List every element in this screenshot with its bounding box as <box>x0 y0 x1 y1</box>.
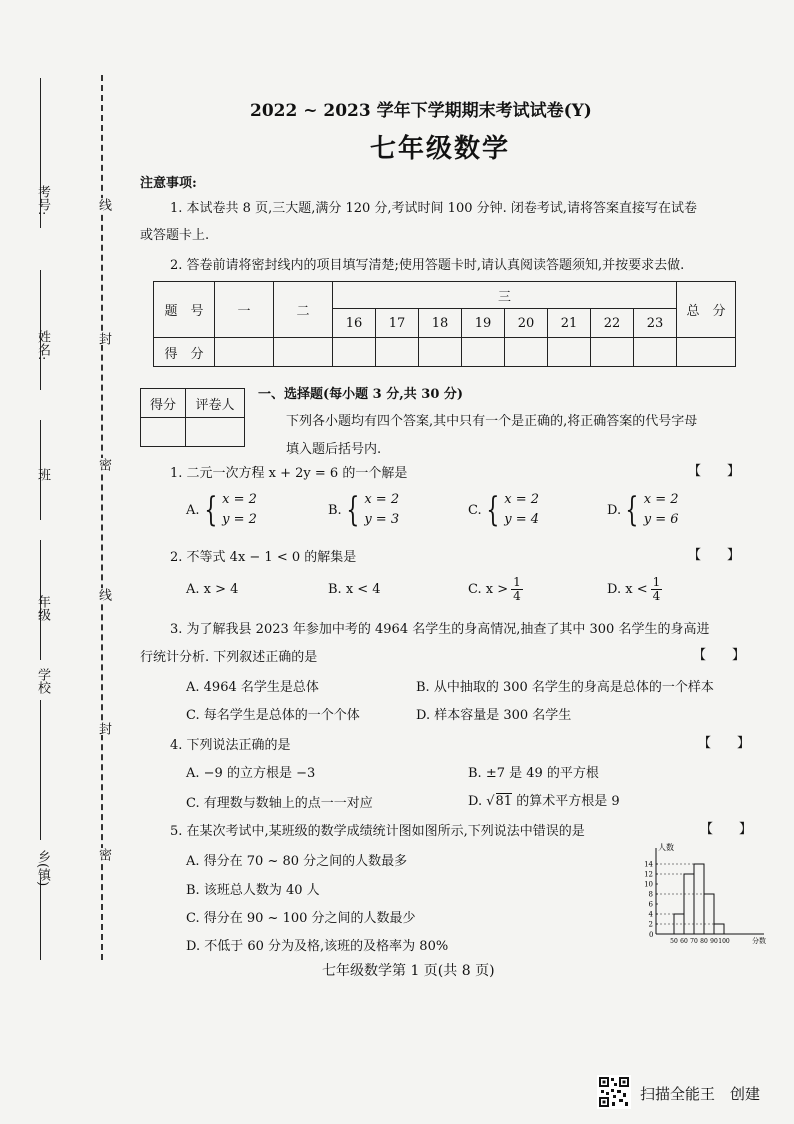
subject-title: 七年级数学 <box>370 134 511 164</box>
score-table-header: 一 <box>215 282 274 338</box>
y-tick-label: 4 <box>648 910 653 919</box>
score-cell[interactable] <box>215 338 274 367</box>
q5-option-c[interactable]: C. 得分在 90 ~ 100 分之间的人数最少 <box>186 911 416 926</box>
score-table-header: 题 号 <box>154 282 215 338</box>
score-cell[interactable] <box>634 338 677 367</box>
x-tick-label: 80 <box>700 938 708 945</box>
histogram-bar <box>674 914 684 934</box>
answer-bracket[interactable]: 【 】 <box>698 736 751 751</box>
q1-option-a[interactable] <box>186 490 257 530</box>
sub-question-number: 23 <box>634 309 677 338</box>
sub-question-number: 18 <box>419 309 462 338</box>
q2-option-c[interactable] <box>468 576 523 603</box>
scanner-label: 扫描全能王 创建 <box>640 1085 761 1103</box>
score-table-header: 三 <box>333 282 677 309</box>
equation: x = 2 <box>504 492 540 507</box>
score-table-header: 二 <box>274 282 333 338</box>
question-3-stem: 3. 为了解我县 2023 年参加中考的 4964 名学生的身高情况,抽查了其中 300 名学生的身高进 <box>170 622 710 637</box>
denominator: 4 <box>513 589 521 603</box>
score-cell[interactable] <box>419 338 462 367</box>
note-line: 1. 本试卷共 8 页,三大题,满分 120 分,考试时间 100 分钟. 闭卷考试,请将答案直接写在试卷 <box>170 201 698 216</box>
q2-option-d[interactable] <box>607 576 662 603</box>
sub-question-number: 20 <box>505 309 548 338</box>
y-tick-label: 2 <box>648 920 653 929</box>
grader-score-label: 得分 <box>141 389 186 418</box>
seal-mark: 密 <box>96 848 111 861</box>
score-table <box>153 281 736 367</box>
page-footer: 七年级数学第 1 页(共 8 页) <box>322 963 495 979</box>
score-row-label: 得 分 <box>154 338 215 367</box>
school-label: 学校 <box>35 668 50 694</box>
brace-glyph: { <box>625 490 639 530</box>
histogram-bar <box>704 894 714 934</box>
question-2-stem: 2. 不等式 4x − 1 < 0 的解集是 <box>170 550 357 565</box>
q1-option-d[interactable] <box>607 490 679 530</box>
q4-option-a[interactable]: A. −9 的立方根是 −3 <box>186 766 316 781</box>
note-line: 或答题卡上. <box>140 228 210 243</box>
q3-option-b[interactable]: B. 从中抽取的 300 名学生的身高是总体的一个样本 <box>416 680 714 695</box>
sub-question-number: 21 <box>548 309 591 338</box>
score-cell[interactable] <box>462 338 505 367</box>
answer-bracket[interactable]: 【 】 <box>700 822 753 837</box>
grade-label: 年级 <box>35 595 50 621</box>
x-tick-label: 70 <box>690 938 698 945</box>
section-title: 一、选择题(每小题 3 分,共 30 分) <box>258 387 464 402</box>
brace-glyph: { <box>346 490 359 530</box>
y-tick-label: 8 <box>648 890 653 899</box>
grader-table <box>140 388 245 447</box>
x-tick-label: 100 <box>718 938 730 945</box>
y-tick-label: 10 <box>644 880 653 889</box>
radicand: 81 <box>495 794 513 809</box>
q2-option-b[interactable]: B. x < 4 <box>328 582 381 597</box>
section-intro: 下列各小题均有四个答案,其中只有一个是正确的,将正确答案的代号字母 <box>286 414 698 429</box>
sub-question-number: 22 <box>591 309 634 338</box>
brace-glyph: { <box>485 490 499 530</box>
score-cell[interactable] <box>548 338 591 367</box>
option-letter: D. <box>607 502 622 518</box>
score-cell[interactable] <box>677 338 736 367</box>
question-4-stem: 4. 下列说法正确的是 <box>170 738 291 753</box>
numerator: 1 <box>652 575 661 589</box>
q4-option-d[interactable] <box>468 790 620 809</box>
answer-bracket[interactable]: 【 】 <box>693 648 746 663</box>
seal-mark: 线 <box>96 588 111 601</box>
school-rule <box>40 700 41 840</box>
x-tick-label: 90 <box>710 938 718 945</box>
town-rule <box>40 880 41 960</box>
equation: y = 6 <box>643 512 679 527</box>
x-tick-label: 50 <box>670 938 678 945</box>
brace-glyph: { <box>203 490 217 530</box>
option-text: 的算术平方根是 9 <box>516 794 620 809</box>
score-histogram <box>640 842 770 946</box>
q5-option-b[interactable]: B. 该班总人数为 40 人 <box>186 883 320 898</box>
qr-code-icon <box>597 1075 631 1109</box>
q4-option-b[interactable]: B. ±7 是 49 的平方根 <box>468 766 599 781</box>
option-text: C. x > <box>468 582 509 597</box>
score-cell[interactable] <box>333 338 376 367</box>
section-intro: 填入题后括号内. <box>286 442 382 457</box>
option-letter: A. <box>186 502 200 518</box>
grader-name-cell[interactable] <box>186 418 245 447</box>
seal-mark: 密 <box>96 458 111 471</box>
option-text: D. x < <box>607 582 648 597</box>
q3-option-d[interactable]: D. 样本容量是 300 名学生 <box>416 708 572 723</box>
y-tick-label: 6 <box>648 900 653 909</box>
equation: x = 2 <box>364 492 400 507</box>
q1-option-c[interactable] <box>468 490 539 530</box>
answer-bracket[interactable]: 【 】 <box>688 464 741 479</box>
option-letter: B. <box>328 502 342 518</box>
fraction <box>511 576 523 603</box>
option-letter: C. <box>468 502 482 518</box>
option-letter: D. <box>468 794 483 809</box>
denominator: 4 <box>652 589 661 603</box>
score-cell[interactable] <box>505 338 548 367</box>
equation: y = 4 <box>504 512 540 527</box>
sqrt-sign: √ <box>486 794 495 809</box>
score-cell[interactable] <box>591 338 634 367</box>
y-tick-label: 14 <box>644 860 653 869</box>
equation: y = 3 <box>364 512 400 527</box>
answer-bracket[interactable]: 【 】 <box>688 548 741 563</box>
grader-name-label: 评卷人 <box>186 389 245 418</box>
seal-mark: 线 <box>96 198 111 211</box>
sub-question-number: 17 <box>376 309 419 338</box>
numerator: 1 <box>513 575 521 589</box>
grader-score-cell[interactable] <box>141 418 186 447</box>
note-line: 2. 答卷前请将密封线内的项目填写清楚;使用答题卡时,请认真阅读答题须知,并按要求去做. <box>170 258 685 273</box>
equation: y = 2 <box>222 512 257 527</box>
equation: x = 2 <box>222 492 257 507</box>
q4-option-c[interactable]: C. 有理数与数轴上的点一一对应 <box>186 796 373 811</box>
x-tick-label: 60 <box>680 938 688 945</box>
origin-label: 0 <box>649 931 654 939</box>
sub-question-number: 19 <box>462 309 505 338</box>
equation: x = 2 <box>643 492 679 507</box>
seal-mark: 封 <box>96 722 111 735</box>
town-label: 乡(镇) <box>35 850 50 887</box>
q5-option-a[interactable]: A. 得分在 70 ~ 80 分之间的人数最多 <box>186 854 408 869</box>
score-cell[interactable] <box>274 338 333 367</box>
q3-option-c[interactable]: C. 每名学生是总体的一个个体 <box>186 708 360 723</box>
sub-question-number: 16 <box>333 309 376 338</box>
x-axis-label: 分数 <box>752 937 766 945</box>
question-3-stem: 行统计分析. 下列叙述正确的是 <box>140 650 318 665</box>
score-cell[interactable] <box>376 338 419 367</box>
y-tick-label: 12 <box>644 870 653 879</box>
question-5-stem: 5. 在某次考试中,某班级的数学成绩统计图如图所示,下列说法中错误的是 <box>170 824 585 839</box>
notes-heading: 注意事项: <box>140 176 197 191</box>
y-axis-label: 人数 <box>658 843 674 852</box>
name-label: 姓名: <box>35 330 50 361</box>
class-label: 班 <box>35 468 50 481</box>
exam-no-label: 考号: <box>35 185 50 216</box>
q3-option-a[interactable]: A. 4964 名学生是总体 <box>186 680 319 695</box>
fraction <box>651 576 663 603</box>
histogram-bar <box>714 924 724 934</box>
histogram-bar <box>694 864 704 934</box>
seal-mark: 封 <box>96 332 111 345</box>
histogram-bar <box>684 874 694 934</box>
q1-option-b[interactable] <box>328 490 399 530</box>
question-1-stem: 1. 二元一次方程 x + 2y = 6 的一个解是 <box>170 466 408 481</box>
score-table-header: 总 分 <box>677 282 736 338</box>
q2-option-a[interactable]: A. x > 4 <box>186 582 239 597</box>
exam-title: 2022 ~ 2023 学年下学期期末考试试卷(Y) <box>250 101 592 121</box>
q5-option-d[interactable]: D. 不低于 60 分为及格,该班的及格率为 80% <box>186 939 449 954</box>
